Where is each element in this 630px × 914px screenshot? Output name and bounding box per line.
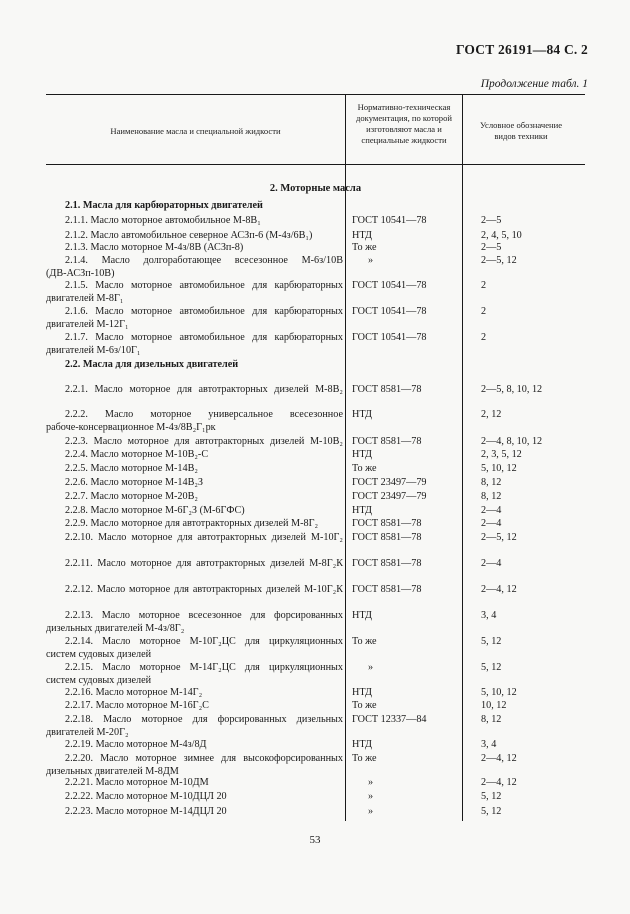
row-codes: 2, 12	[481, 409, 502, 420]
row-name: 2.2.15. Масло моторное М-14Г₂ЦС для циркуляционных	[65, 662, 343, 673]
row-name: 2.2.9. Масло моторное для автотракторных дизелей М-8Г₂	[65, 518, 319, 529]
table-continuation-label: Продолжение табл. 1	[480, 78, 588, 90]
row-codes: 2—5	[481, 242, 502, 253]
column-header-code: Условное обозначение видов техники	[479, 120, 563, 141]
row-name: 2.1.3. Масло моторное М-4з/8В (АСЗп-8)	[65, 242, 244, 253]
row-normdoc: »	[368, 255, 374, 266]
row-codes: 5, 12	[481, 806, 502, 817]
row-normdoc: НТД	[352, 505, 372, 516]
row-normdoc: То же	[352, 700, 377, 711]
row-normdoc: ГОСТ 8581—78	[352, 436, 422, 447]
row-normdoc: ГОСТ 8581—78	[352, 584, 422, 595]
row-normdoc: То же	[352, 753, 377, 764]
row-normdoc: ГОСТ 10541—78	[352, 306, 427, 317]
row-name: 2.2.19. Масло моторное М-4з/8Д	[65, 739, 207, 750]
row-normdoc: НТД	[352, 409, 372, 420]
row-name: 2.2.3. Масло моторное для автотракторных дизелей М-10В₂	[65, 436, 343, 447]
row-name: 2.2.20. Масло моторное зимнее для высокофорсированных	[65, 753, 343, 764]
row-name: 2.2.5. Масло моторное М-14В₂	[65, 463, 198, 474]
row-name: 2.2.16. Масло моторное М-14Г₂	[65, 687, 203, 698]
row-name: 2.2.14. Масло моторное М-10Г₂ЦС для циркуляционных	[65, 636, 343, 647]
row-codes: 2—4	[481, 505, 502, 516]
row-codes: 2—5, 12	[481, 255, 517, 266]
row-codes: 2—5, 12	[481, 532, 517, 543]
row-normdoc: ГОСТ 23497—79	[352, 477, 427, 488]
row-codes: 2—4, 12	[481, 753, 517, 764]
row-normdoc: НТД	[352, 230, 372, 241]
subsection-title: 2.1. Масла для карбюраторных двигателей	[65, 200, 263, 211]
row-name: 2.1.4. Масло долгоработающее всесезонное М-6з/10В	[65, 255, 343, 266]
row-name: 2.1.2. Масло автомобильное северное АСЗп-6 (М-4з/6В₁)	[65, 230, 313, 241]
row-normdoc: »	[368, 777, 374, 788]
row-name: 2.1.5. Масло моторное автомобильное для карбюраторных	[65, 280, 343, 291]
row-name-continuation: двигателей М-20Г₂	[46, 726, 129, 738]
row-name: 2.2.2. Масло моторное универсальное всесезонное	[65, 409, 343, 420]
lubricants-table	[46, 94, 585, 821]
row-codes: 8, 12	[481, 491, 502, 502]
row-name: 2.2.8. Масло моторное М-6Г₂З (М-6ГФС)	[65, 505, 245, 516]
row-normdoc: ГОСТ 8581—78	[352, 384, 422, 395]
row-name-continuation: (ДВ-АСЗп-10В)	[46, 267, 115, 279]
row-normdoc: ГОСТ 8581—78	[352, 558, 422, 569]
row-name: 2.2.6. Масло моторное М-14В₂З	[65, 477, 204, 488]
row-normdoc: ГОСТ 8581—78	[352, 518, 422, 529]
row-normdoc: То же	[352, 636, 377, 647]
row-codes: 2—5, 8, 10, 12	[481, 384, 543, 395]
document-header: ГОСТ 26191—84 С. 2	[455, 42, 588, 57]
row-name-continuation: дизельных двигателей М-8ДМ	[46, 765, 179, 777]
row-codes: 5, 10, 12	[481, 687, 517, 698]
row-name: 2.2.11. Масло моторное для автотракторных дизелей М-8Г₂К	[65, 558, 343, 569]
row-codes: 5, 12	[481, 791, 502, 802]
row-normdoc: ГОСТ 10541—78	[352, 215, 427, 226]
row-codes: 5, 10, 12	[481, 463, 517, 474]
row-normdoc: То же	[352, 463, 377, 474]
row-name-continuation: систем судовых дизелей	[46, 674, 152, 686]
row-name: 2.2.17. Масло моторное М-16Г₂С	[65, 700, 209, 711]
row-name: 2.2.12. Масло моторное для автотракторных дизелей М-10Г₂К	[65, 584, 343, 595]
column-header-normdoc: Нормативно-техническая документация, по которой изготовляют масла и специальные жидкости	[356, 102, 452, 145]
row-name: 2.2.22. Масло моторное М-10ДЦЛ 20	[65, 791, 227, 802]
row-codes: 2, 3, 5, 12	[481, 449, 522, 460]
row-name: 2.2.21. Масло моторное М-10ДМ	[65, 777, 209, 788]
table-top-rule	[46, 94, 585, 95]
row-normdoc: »	[368, 791, 374, 802]
row-codes: 5, 12	[481, 662, 502, 673]
row-codes: 8, 12	[481, 477, 502, 488]
row-name-continuation: дизельных двигателей М-4з/8Г₂	[46, 622, 185, 634]
header-bottom-rule	[46, 164, 585, 165]
row-codes: 10, 12	[481, 700, 507, 711]
row-name-continuation: рабоче-консервационное М-4з/8В₂Г₁рк	[46, 421, 216, 433]
row-codes: 2—5	[481, 215, 502, 226]
row-codes: 2—4, 8, 10, 12	[481, 436, 543, 447]
row-name: 2.1.7. Масло моторное автомобильное для карбюраторных	[65, 332, 343, 343]
row-name: 2.2.10. Масло моторное для автотракторных дизелей М-10Г₂	[65, 532, 343, 543]
row-name: 2.2.13. Масло моторное всесезонное для форсированных	[65, 610, 343, 621]
row-codes: 3, 4	[481, 739, 497, 750]
section-title: 2. Моторные масла	[269, 183, 362, 194]
row-normdoc: НТД	[352, 739, 372, 750]
column-divider-2	[462, 94, 463, 821]
row-normdoc: ГОСТ 12337—84	[352, 714, 427, 725]
row-codes: 2—4	[481, 558, 502, 569]
row-name: 2.2.18. Масло моторное для форсированных дизельных	[65, 714, 343, 725]
subsection-title: 2.2. Масла для дизельных двигателей	[65, 359, 239, 370]
row-name: 2.1.1. Масло моторное автомобильное М-8В₁	[65, 215, 261, 226]
row-name-continuation: двигателей М-6з/10Г₁	[46, 344, 141, 356]
row-codes: 2	[481, 306, 487, 317]
row-name: 2.1.6. Масло моторное автомобильное для карбюраторных	[65, 306, 343, 317]
row-codes: 2—4, 12	[481, 584, 517, 595]
row-codes: 2—4	[481, 518, 502, 529]
row-name-continuation: двигателей М-8Г₁	[46, 292, 124, 304]
row-name-continuation: систем судовых дизелей	[46, 648, 152, 660]
row-normdoc: НТД	[352, 687, 372, 698]
row-normdoc: »	[368, 806, 374, 817]
row-codes: 5, 12	[481, 636, 502, 647]
row-normdoc: НТД	[352, 610, 372, 621]
row-name: 2.2.7. Масло моторное М-20В₂	[65, 491, 198, 502]
row-normdoc: ГОСТ 10541—78	[352, 280, 427, 291]
page-number: 53	[309, 834, 321, 846]
row-normdoc: ГОСТ 8581—78	[352, 532, 422, 543]
column-divider-1	[345, 94, 346, 821]
row-name: 2.2.4. Масло моторное М-10В₂-С	[65, 449, 209, 460]
row-codes: 2	[481, 332, 487, 343]
row-normdoc: ГОСТ 23497—79	[352, 491, 427, 502]
row-codes: 2	[481, 280, 487, 291]
row-codes: 2, 4, 5, 10	[481, 230, 522, 241]
row-name: 2.2.1. Масло моторное для автотракторных дизелей М-8В₂	[65, 384, 343, 395]
row-normdoc: То же	[352, 242, 377, 253]
row-codes: 8, 12	[481, 714, 502, 725]
column-header-name: Наименование масла и специальной жидкости	[110, 126, 281, 136]
row-codes: 2—4, 12	[481, 777, 517, 788]
row-name: 2.2.23. Масло моторное М-14ДЦЛ 20	[65, 806, 227, 817]
row-codes: 3, 4	[481, 610, 497, 621]
row-normdoc: »	[368, 662, 374, 673]
row-normdoc: НТД	[352, 449, 372, 460]
row-name-continuation: двигателей М-12Г₁	[46, 318, 129, 330]
row-normdoc: ГОСТ 10541—78	[352, 332, 427, 343]
